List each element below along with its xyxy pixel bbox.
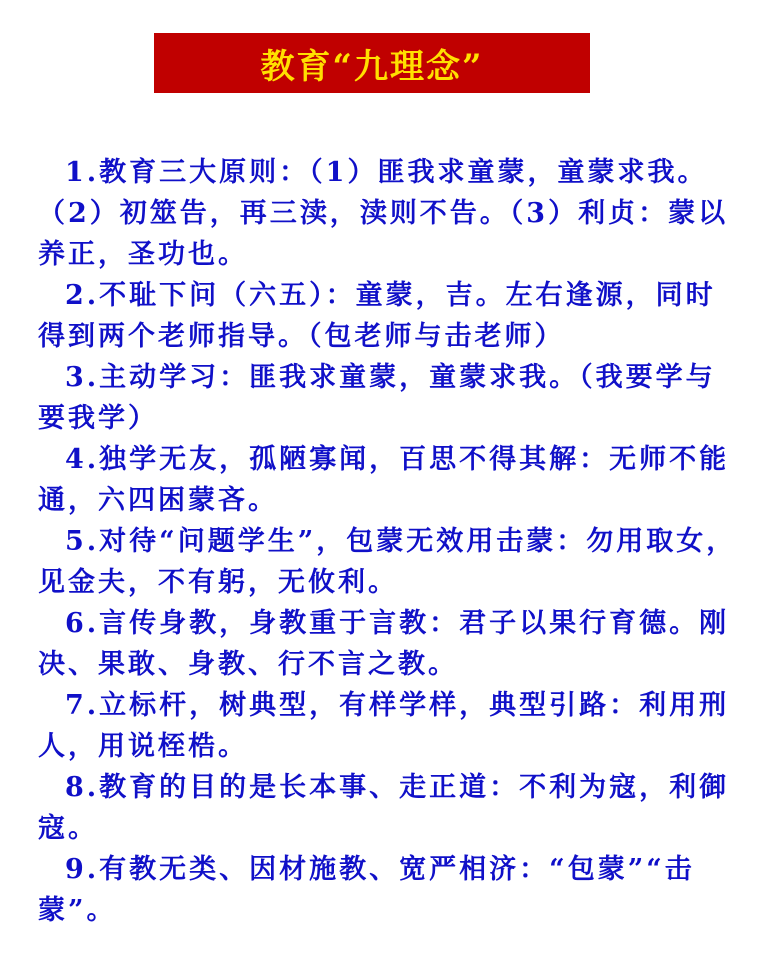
principle-item-4: 4.独学无友，孤陋寡闻，百思不得其解：无师不能通，六四困蒙吝。 — [38, 444, 730, 516]
title-banner — [154, 33, 590, 93]
page-title: 教育“九理念” — [260, 46, 484, 87]
principle-item-8: 8.教育的目的是长本事、走正道：不利为寇，利御寇。 — [38, 772, 730, 844]
principle-item-5: 5.对待“问题学生”，包蒙无效用击蒙：勿用取女，见金夫，不有躬，无攸利。 — [38, 526, 737, 598]
principle-item-2: 2.不耻下问（六五）：童蒙，吉。左右逢源，同时得到两个老师指导。（包老师与击老师） — [38, 280, 716, 352]
principle-item-7: 7.立标杆，树典型，有样学样，典型引路：利用刑人，用说桎梏。 — [38, 690, 730, 762]
principle-item-9: 9.有教无类、因材施教、宽严相济：“包蒙”“击蒙”。 — [38, 854, 695, 926]
principle-item-6: 6.言传身教，身教重于言教：君子以果行育德。刚决、果敢、身教、行不言之教。 — [38, 608, 730, 680]
principles-list — [38, 152, 738, 931]
principle-item-1: 1.教育三大原则：（1）匪我求童蒙，童蒙求我。（2）初筮告，再三渎，渎则不告。（3）利贞：蒙以养正，圣功也。 — [38, 157, 729, 270]
principle-item-3: 3.主动学习：匪我求童蒙，童蒙求我。（我要学与要我学） — [38, 362, 716, 434]
